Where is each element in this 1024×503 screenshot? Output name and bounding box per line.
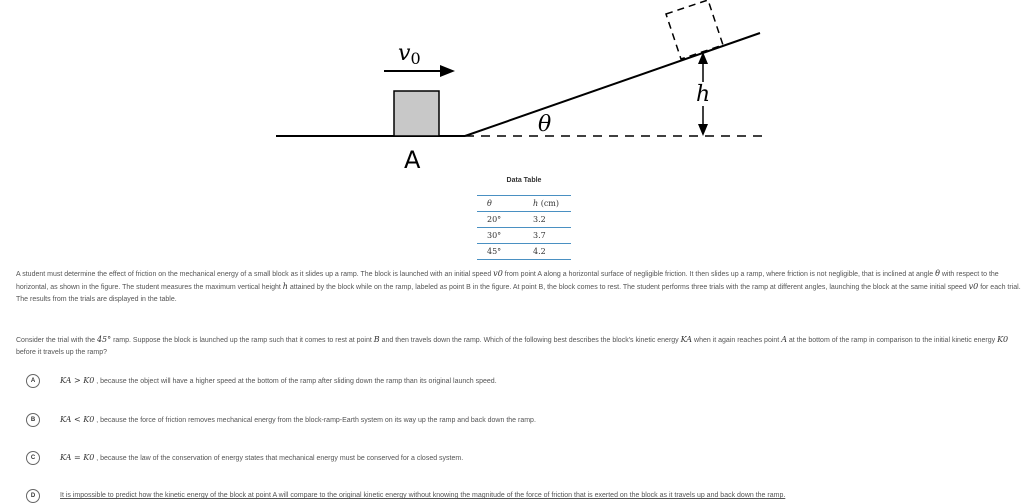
choice-letter-c[interactable]: C <box>26 451 40 465</box>
answer-choice-d[interactable] <box>26 489 1022 503</box>
angle-theta-label: θ <box>538 112 552 137</box>
theta-cell: 20° <box>487 215 502 224</box>
theta-cell: 30° <box>487 231 502 240</box>
velocity-label: v0 <box>398 41 421 68</box>
answer-choice-a[interactable] <box>26 374 1022 388</box>
h-cell: 3.7 <box>533 231 546 240</box>
answer-choice-c[interactable] <box>26 451 1022 465</box>
choice-text-c[interactable]: KA = K0 , because the law of the conservation of energy states that mechanical energy must be conserved for a closed system. <box>60 453 464 462</box>
h-cell: 4.2 <box>533 247 546 256</box>
h-cell: 3.2 <box>533 215 546 224</box>
theta-cell: 45° <box>487 247 502 256</box>
intro-paragraph: A student must determine the effect of friction on the mechanical energy of a small block as it slides up a ramp. The block is launched with an initial speed v0 from point A along a horizontal surface of negligible friction. It then slides up a ramp, where friction is not negligible, that is inclined at angle θ with respect to the horizontal, as shown in the figure. The student measures the maximum vertical height h attained by the block while on the ramp, labeled as point B in the figure. At point B, the block comes to rest. The student performs three trials with the ramp at different angles, launching the block at the same initial speed v0 for each trial. The results from the trials are displayed in the table. <box>16 269 1021 303</box>
header-h: h (cm) <box>533 199 560 208</box>
question-text: Consider the trial with the 45° ramp. Suppose the block is launched up the ramp such that it comes to rest at point B and then travels down the ramp. Which of the following best describes the block's kinetic energy KA when it again reaches point A at the bottom of the ramp in comparison to the initial kinetic energy K0 before it travels up the ramp? <box>16 335 1009 356</box>
height-h-label: h <box>696 82 711 107</box>
choice-text-d[interactable]: It is impossible to predict how the kinetic energy of the block at point A will compare to the original kinetic energy without knowing the magnitude of the force of friction that is exerted on the block as it travels up and back down the ramp. <box>60 492 786 499</box>
table-header-row <box>477 196 571 212</box>
physics-figure <box>0 0 1024 180</box>
table-row <box>477 228 571 244</box>
data-table <box>477 195 571 260</box>
block-at-a <box>394 91 439 136</box>
table-row <box>477 212 571 228</box>
point-a-label: A <box>404 146 421 174</box>
choice-letter-d[interactable]: D <box>26 489 40 503</box>
choice-text-a[interactable]: KA > K0 , because the object will have a higher speed at the bottom of the ramp after sliding down the ramp than its original launch speed. <box>60 376 497 385</box>
choice-text-b[interactable]: KA < K0 , because the force of friction removes mechanical energy from the block-ramp-Earth system on its way up the ramp and back down the ramp. <box>60 415 536 424</box>
table-row <box>477 244 571 260</box>
choice-letter-a[interactable]: A <box>26 374 40 388</box>
ramp <box>465 33 760 136</box>
block-at-b <box>666 0 723 59</box>
answer-choice-b[interactable] <box>26 413 1022 427</box>
header-theta: θ <box>487 199 492 208</box>
choice-letter-b[interactable]: B <box>26 413 40 427</box>
data-table-title: Data Table <box>506 177 542 184</box>
